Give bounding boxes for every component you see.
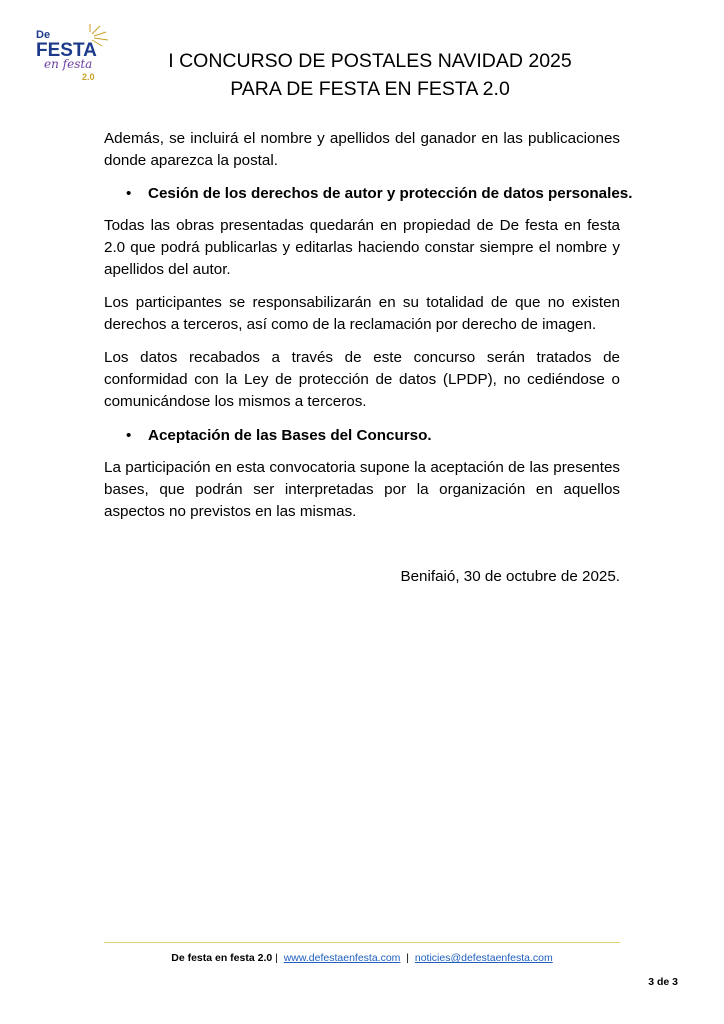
email-link[interactable]: noticies@defestaenfesta.com [414, 952, 553, 964]
logo-text-version: 2.0 [82, 72, 95, 82]
document-title-line1: I CONCURSO DE POSTALES NAVIDAD 2025 [168, 50, 572, 72]
website-link[interactable]: www.defestaenfesta.com [283, 952, 401, 964]
bullet-heading-acceptance [126, 425, 432, 447]
paragraph-text: Los datos recabados a través de este concurso serán tratados de conformidad con la Ley de protección de datos (LPDP), no cediéndose o comunicándose los mismos a terceros. [104, 349, 620, 410]
document-title-line2: PARA DE FESTA EN FESTA 2.0 [230, 78, 510, 100]
paragraph-text: Además, se incluirá el nombre y apellidos del ganador en las publicaciones donde aparezca la postal. [104, 130, 620, 169]
paragraph-ownership [104, 215, 620, 281]
footer-brand: De festa en festa 2.0 [171, 952, 273, 964]
paragraph-responsibility [104, 292, 620, 336]
paragraph-publications [104, 128, 620, 172]
bullet-heading-text: Cesión de los derechos de autor y protección de datos personales. [148, 185, 633, 202]
bullet-icon: • [126, 185, 132, 202]
page-footer [104, 951, 620, 965]
page-number: 3 de 3 [648, 976, 678, 988]
paragraph-acceptance [104, 457, 620, 523]
bullet-icon: • [126, 427, 132, 444]
paragraph-text: Los participantes se responsabilizarán en su totalidad de que no existen derechos a terceros, así como de la reclamación por derecho de imagen. [104, 294, 620, 333]
paragraph-text: Todas las obras presentadas quedarán en propiedad de De festa en festa 2.0 que podrá publicarlas y editarlas haciendo constar siempre el nombre y apellidos del autor. [104, 217, 620, 278]
footer-divider [104, 942, 620, 943]
bullet-heading-rights [126, 183, 632, 205]
logo-text-en-festa: en festa [44, 57, 93, 71]
de-festa-logo [34, 24, 112, 84]
paragraph-text: La participación en esta convocatoria supone la aceptación de las presentes bases, que podrán ser interpretadas por la organización en aquellos aspectos no previstos en las mismas. [104, 459, 620, 520]
footer-separator: | [406, 952, 410, 964]
logo-text-festa: FESTA [36, 40, 97, 61]
paragraph-data-protection [104, 347, 620, 413]
bullet-heading-text: Aceptación de las Bases del Concurso. [148, 427, 432, 444]
footer-separator: | [275, 952, 278, 964]
logo-text-de: De [36, 29, 51, 41]
signoff-date: Benifaió, 30 de octubre de 2025. [400, 568, 620, 585]
